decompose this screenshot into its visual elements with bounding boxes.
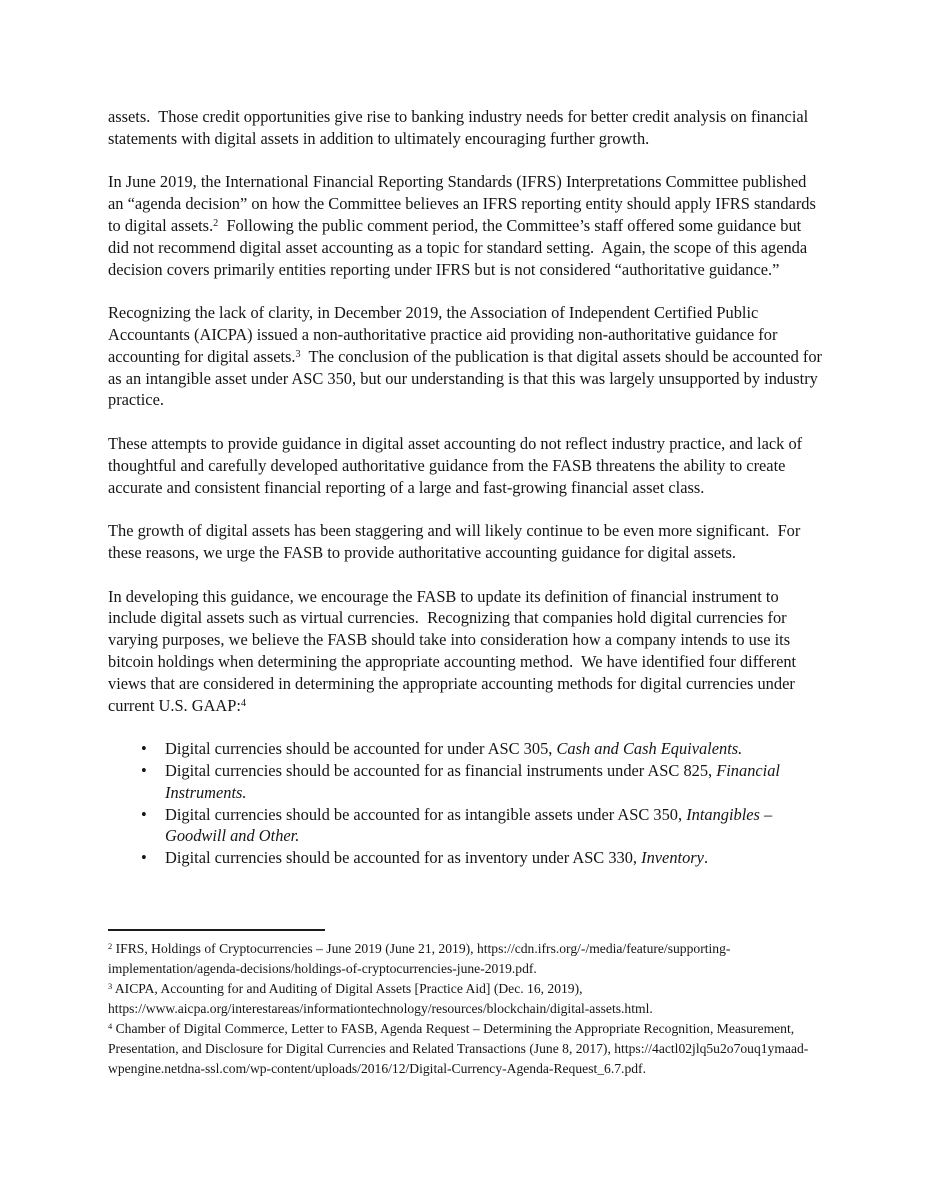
footnote-separator bbox=[108, 929, 325, 931]
footnote-3-aicpa: $^3$ AICPA, Accounting for and Auditing of Digital Assets [Practice Aid] (Dec. 16, 2019), https://www.aicpa.org/interestareas/informationtechnology/resources/blockchain/digital-assets.html. bbox=[108, 981, 653, 1016]
list-item-asc-330: • Digital currencies should be accounted for as inventory under ASC 330, Inventory. bbox=[165, 847, 822, 869]
document-body bbox=[108, 106, 827, 869]
footnotes-section bbox=[108, 929, 822, 1079]
paragraph-growth-urge-fasb: The growth of digital assets has been staggering and will likely continue to be even more significant. For these reasons, we urge the FASB to provide authoritative accounting guidance for digital assets. bbox=[108, 521, 805, 562]
paragraph-developing-guidance: In developing this guidance, we encourage the FASB to update its definition of financial instrument to include digital assets such as virtual currencies. Recognizing that companies hold digital currencies for varying purposes, we believe the FASB should take into consideration how a company intends to use its bitcoin holdings when determining the appropriate accounting method. We have identified four different views that are considered in determining the appropriate accounting methods for digital currencies under current U.S. GAAP:$^4$ bbox=[108, 586, 801, 715]
list-item-asc-305: • Digital currencies should be accounted for under ASC 305, Cash and Cash Equivalents. bbox=[165, 738, 822, 760]
paragraph-aicpa-practice-aid: Recognizing the lack of clarity, in December 2019, the Association of Independent Certified Public Accountants (AICPA) issued a non-authoritative practice aid providing non-authoritative guidance for accounting for digital assets.$^3$ The conclusion of the publication is that digital assets should be accounted for as an intangible asset under ASC 350, but our understanding is that this was largely unsupported by industry practice. bbox=[108, 303, 827, 410]
list-item-asc-825: • Digital currencies should be accounted for as financial instruments under ASC 825, Financial Instruments. bbox=[165, 760, 822, 804]
accounting-views-list bbox=[108, 738, 822, 869]
list-item-asc-350: • Digital currencies should be accounted for as intangible assets under ASC 350, Intangibles – Goodwill and Other. bbox=[165, 804, 822, 848]
footnote-4-chamber: $^4$ Chamber of Digital Commerce, Letter to FASB, Agenda Request – Determining the Appropriate Recognition, Measurement, Presentation, and Disclosure for Digital Currencies and Related Transactions (June 8, 2017), https://4actl02jlq5u2o7ouq1ymaad-wpengine.netdna-ssl.com/wp-content/uploads/2016/12/Digital-Currency-Agenda-Request_6.7.pdf. bbox=[108, 1021, 809, 1076]
paragraph-credit-opportunities: assets. Those credit opportunities give rise to banking industry needs for better credit analysis on financial statements with digital assets in addition to ultimately encouraging further growth. bbox=[108, 107, 813, 148]
paragraph-guidance-attempts: These attempts to provide guidance in digital asset accounting do not reflect industry practice, and lack of thoughtful and carefully developed authoritative guidance from the FASB threatens the ability to create accurate and consistent financial reporting of a large and fast-growing financial asset class. bbox=[108, 433, 807, 497]
paragraph-ifrs-agenda-decision: In June 2019, the International Financial Reporting Standards (IFRS) Interpretations Committee published an “agenda decision” on how the Committee believes an IFRS reporting entity should apply IFRS standards to digital assets.$^2$ Following the public comment period, the Committee’s staff offered some guidance but did not recommend digital asset accounting as a topic for standard setting. Again, the scope of this agenda decision covers primarily entities reporting under IFRS but is not considered “authoritative guidance.” bbox=[108, 172, 820, 279]
footnote-2-ifrs: $^2$ IFRS, Holdings of Cryptocurrencies – June 2019 (June 21, 2019), https://cdn.ifrs.org/-/media/feature/supporting-implementation/agenda-decisions/holdings-of-cryptocurrencies-june-2019.pdf. bbox=[108, 941, 731, 976]
